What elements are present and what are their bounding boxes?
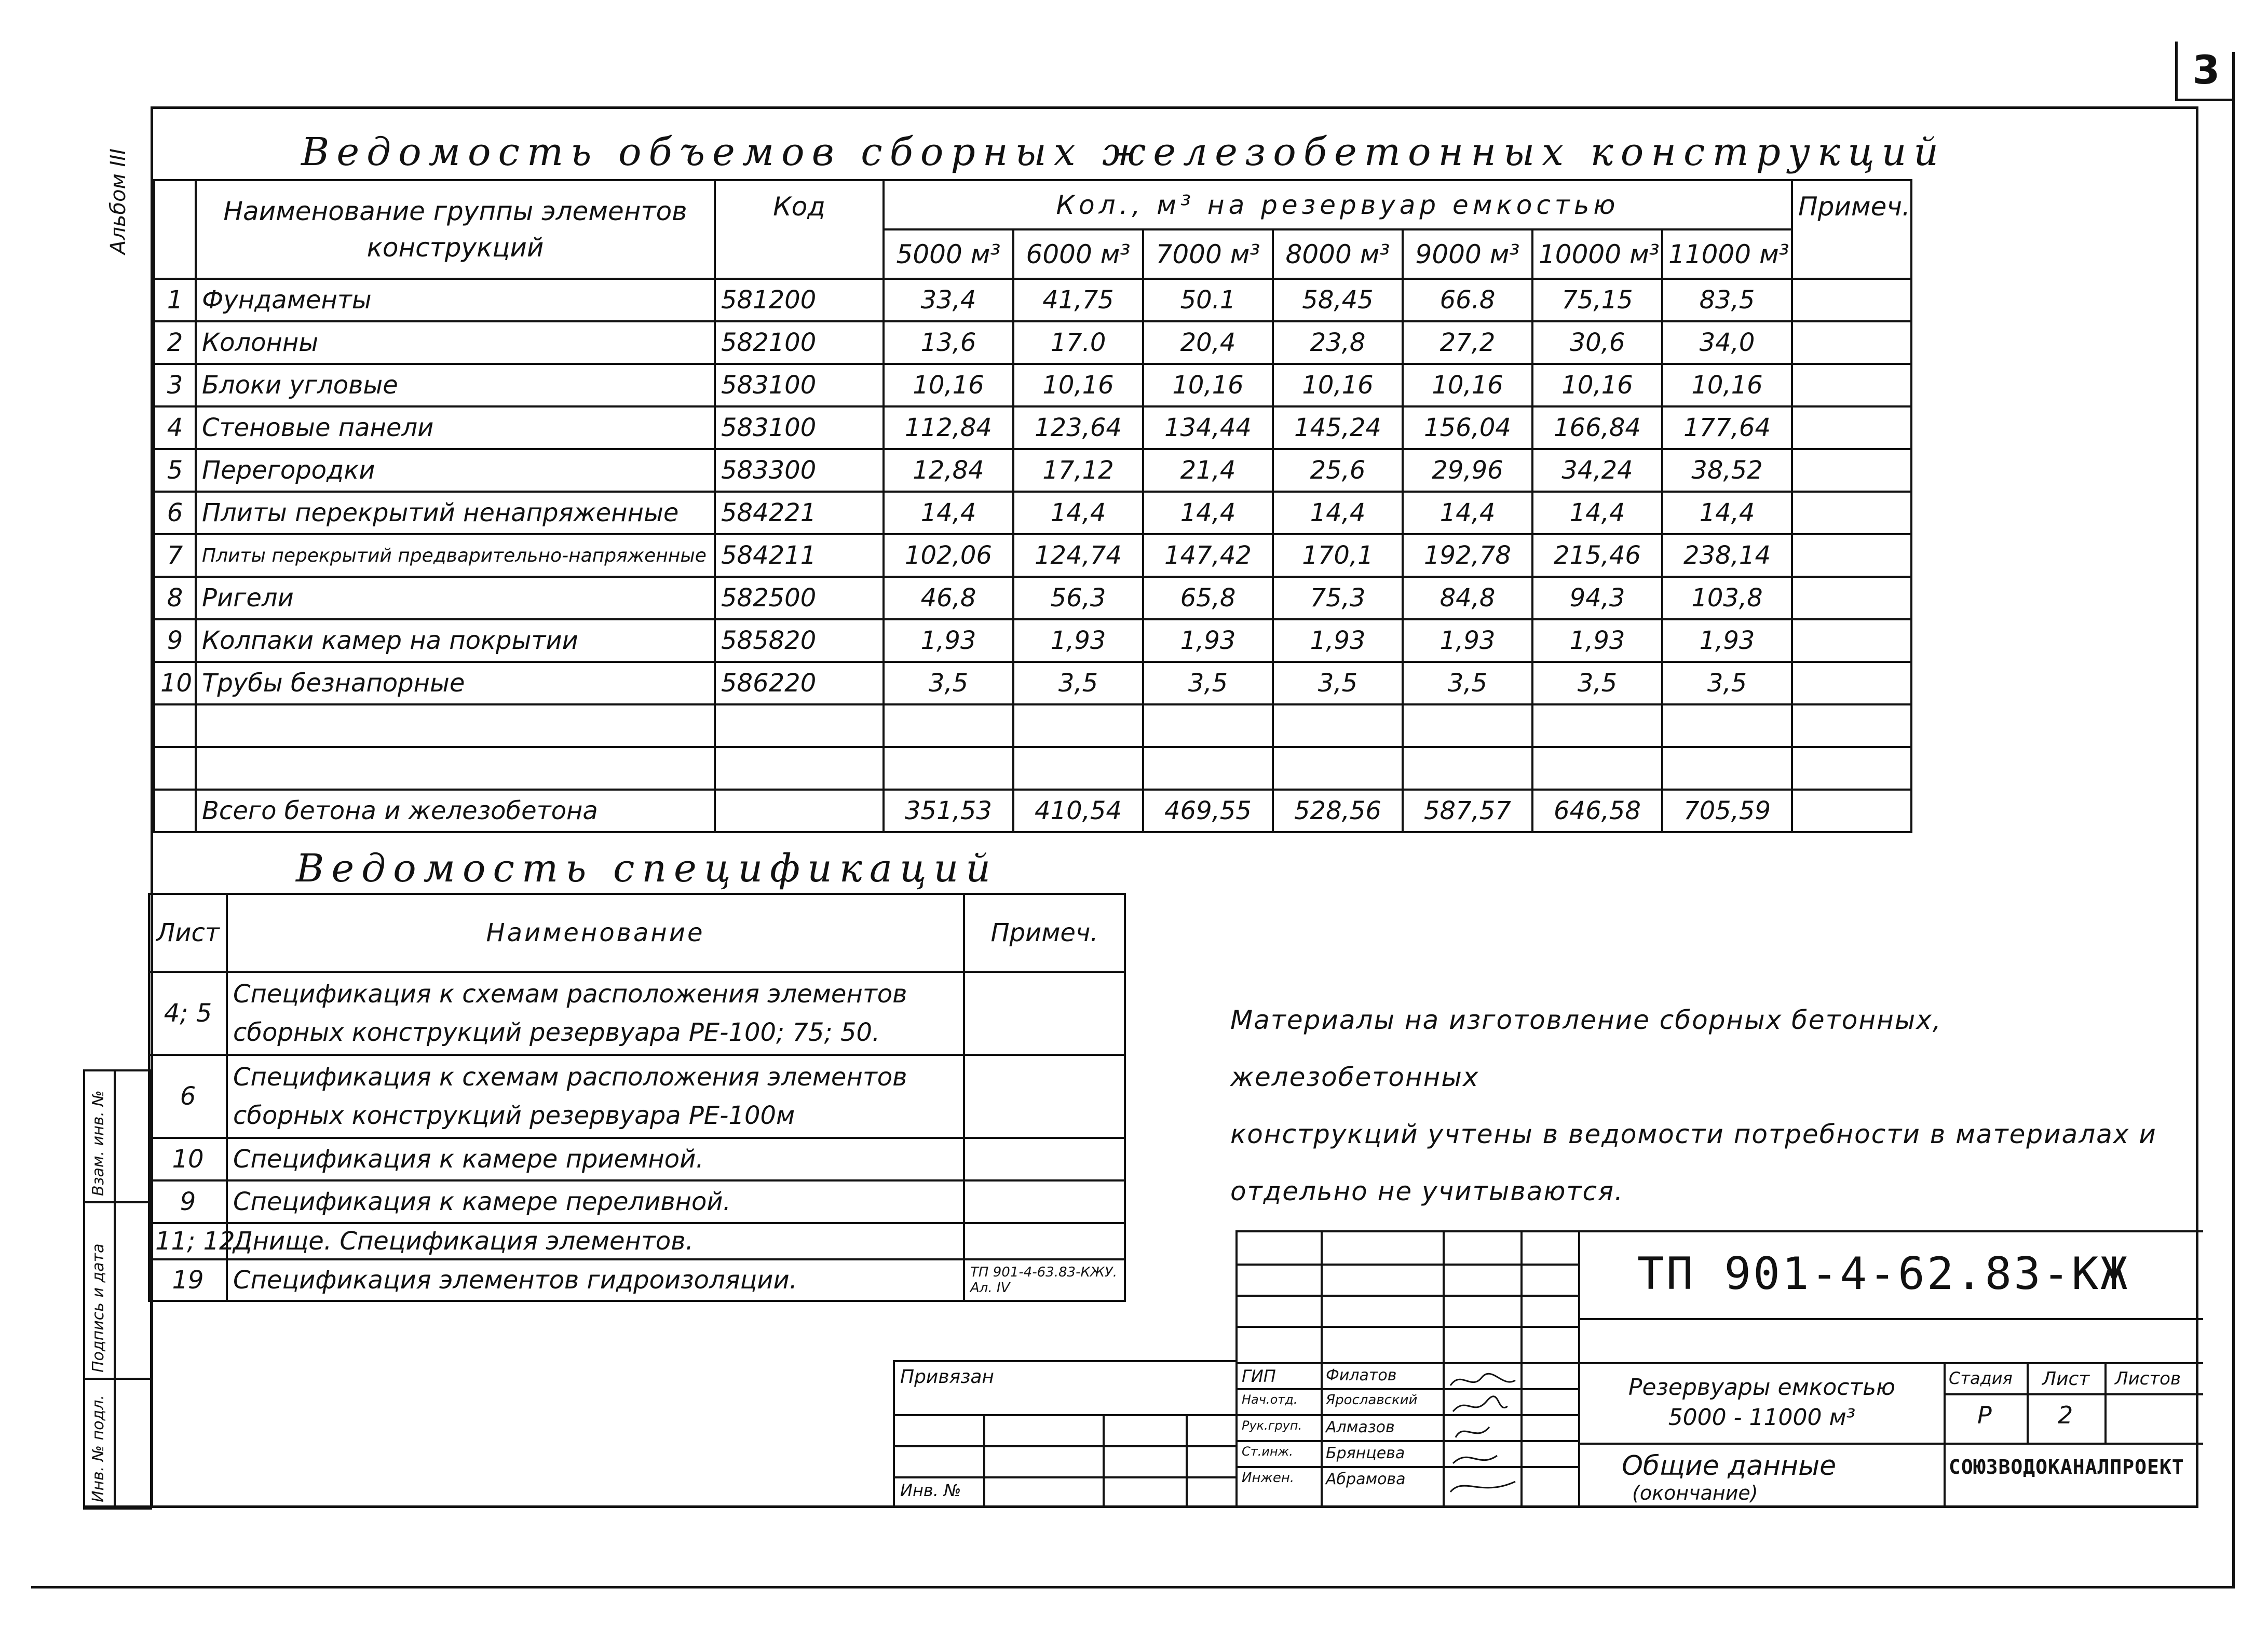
table-row: 4 Стеновые панели 583100 112,84 123,64 134,44 145,24 156,04 166,84 177,64	[154, 406, 1911, 449]
table-row: 4; 5 Спецификация к схемам расположения элементов сборных конструкций резервуара РЕ-100; 75; 50.	[149, 972, 1125, 1055]
specs-title: Ведомость спецификаций	[296, 846, 998, 891]
object-name: Резервуары емкостью 5000 - 11000 м³	[1628, 1374, 1896, 1431]
stage-label: Стадия	[1949, 1368, 2013, 1388]
table-row: 7 Плиты перекрытий предварительно-напряженные 584211 102,06 124,74 147,42 170,1 192,78 215,46 238,14	[154, 534, 1911, 577]
side-inv-orig: Инв. № подл.	[89, 1395, 107, 1502]
page-right-line	[2232, 52, 2235, 1588]
capacity-10000: 10000 м³	[1532, 229, 1662, 279]
signatures	[1445, 1365, 1520, 1505]
total-row: Всего бетона и железобетона 351,53 410,54 469,55 528,56 587,57 646,58 705,59	[154, 790, 1911, 832]
table-row: 2 Колонны 582100 13,6 17.0 20,4 23,8 27,2 30,6 34,0	[154, 321, 1911, 364]
vol-header-name: Наименование группы элементов конструкций	[196, 180, 715, 279]
capacity-11000: 11000 м³	[1662, 229, 1792, 279]
role-0: ГИП	[1242, 1366, 1276, 1386]
table-row: 5 Перегородки 583300 12,84 17,12 21,4 25,6 29,96 34,24 38,52	[154, 449, 1911, 492]
stage-value: Р	[1977, 1401, 1992, 1429]
volumes-title: Ведомость объемов сборных железобетонных конструкций	[301, 130, 1946, 174]
sheet-subtitle: (окончание)	[1632, 1482, 1758, 1504]
table-row: 6 Плиты перекрытий ненапряженные 584221 14,4 14,4 14,4 14,4 14,4 14,4 14,4	[154, 492, 1911, 534]
table-row: 3 Блоки угловые 583100 10,16 10,16 10,16 10,16 10,16 10,16 10,16	[154, 364, 1911, 406]
capacity-6000: 6000 м³	[1013, 229, 1143, 279]
vol-header-note: Примеч.	[1792, 180, 1911, 279]
role-2: Рук.груп.	[1242, 1418, 1302, 1433]
sheet-number: 3	[2192, 47, 2220, 93]
sheets-label: Листов	[2115, 1368, 2181, 1389]
sheet-label: Лист	[2042, 1368, 2090, 1390]
vol-header-qty: Кол., м³ на резервуар емкостью	[884, 180, 1792, 229]
empty-row	[154, 747, 1911, 790]
capacity-9000: 9000 м³	[1403, 229, 1532, 279]
page-bottom-line	[31, 1586, 2232, 1588]
org-name: СОЮЗВОДОКАНАЛПРОЕКТ	[1949, 1456, 2184, 1478]
spec-header-sheet: Лист	[149, 894, 227, 972]
table-row: 11; 12 Днище. Спецификация элементов.	[149, 1223, 1125, 1259]
empty-row	[154, 704, 1911, 747]
side-sign-date: Подпись и дата	[89, 1243, 107, 1373]
capacity-8000: 8000 м³	[1273, 229, 1403, 279]
top-border	[151, 106, 2196, 109]
name-1: Ярославский	[1326, 1392, 1418, 1408]
role-3: Ст.инж.	[1242, 1444, 1293, 1459]
inv-label: Инв. №	[900, 1481, 961, 1500]
title-block	[893, 1230, 2201, 1505]
side-vzam: Взам. инв. №	[89, 1090, 107, 1196]
name-4: Абрамова	[1326, 1470, 1406, 1488]
name-0: Филатов	[1326, 1366, 1397, 1384]
name-3: Брянцева	[1326, 1444, 1405, 1462]
materials-note: Материалы на изготовление сборных бетонных, железобетонных конструкций учтены в ведомости потребности в материалах и отдельно не учитываются.	[1230, 1005, 2157, 1206]
table-row: 8 Ригели 582500 46,8 56,3 65,8 75,3 84,8 94,3 103,8	[154, 577, 1911, 619]
table-row: 10 Спецификация к камере приемной.	[149, 1138, 1125, 1180]
vol-header-code: Код	[715, 180, 884, 279]
vol-header-index	[154, 180, 196, 279]
spec-header-name: Наименование	[227, 894, 964, 972]
table-row: 1 Фундаменты 581200 33,4 41,75 50.1 58,45 66.8 75,15 83,5	[154, 279, 1911, 321]
table-row: 10 Трубы безнапорные 586220 3,5 3,5 3,5 3,5 3,5 3,5 3,5	[154, 662, 1911, 704]
table-row: 6 Спецификация к схемам расположения элементов сборных конструкций резервуара РЕ-100м	[149, 1055, 1125, 1138]
name-2: Алмазов	[1326, 1418, 1395, 1436]
spec-header-note: Примеч.	[964, 894, 1125, 972]
table-row: 9 Спецификация к камере переливной.	[149, 1180, 1125, 1223]
album-label: Альбом III	[106, 148, 130, 254]
sheet-title: Общие данные	[1622, 1450, 1837, 1482]
role-1: Нач.отд.	[1242, 1392, 1298, 1407]
capacity-7000: 7000 м³	[1143, 229, 1273, 279]
sheet-number-box	[2175, 42, 2235, 101]
side-stamp	[83, 1069, 152, 1510]
role-4: Инжен.	[1242, 1470, 1295, 1486]
table-row: 9 Колпаки камер на покрытии 585820 1,93 1,93 1,93 1,93 1,93 1,93 1,93	[154, 619, 1911, 662]
table-row: 19 Спецификация элементов гидроизоляции. ТП 901-4-63.83-КЖУ. Ал. IV	[149, 1259, 1125, 1301]
volumes-table	[153, 179, 1912, 833]
doc-code: ТП 901-4-62.83-КЖ	[1637, 1248, 2130, 1300]
sheet-value: 2	[2058, 1401, 2073, 1429]
capacity-5000: 5000 м³	[884, 229, 1013, 279]
bound-label: Привязан	[900, 1366, 994, 1388]
